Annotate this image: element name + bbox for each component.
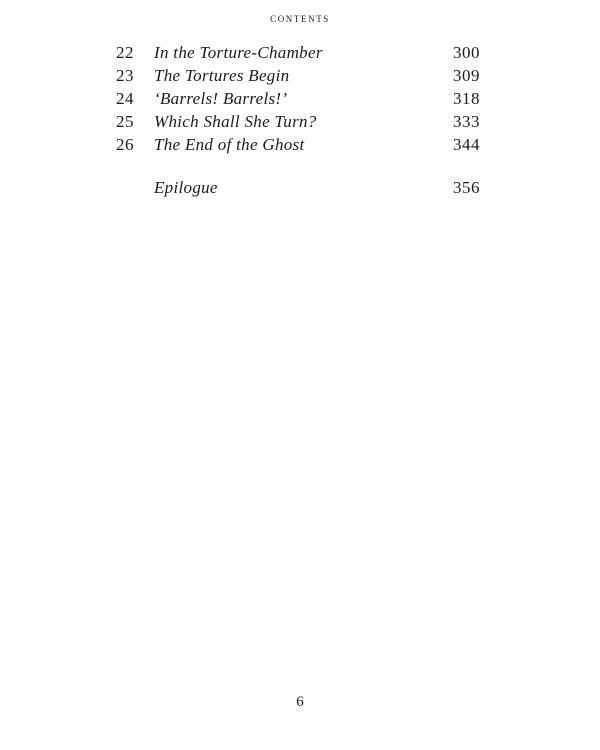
chapter-number: 25 bbox=[116, 112, 134, 131]
page-number: 6 bbox=[296, 694, 304, 710]
chapter-page: 344 bbox=[453, 135, 480, 154]
toc-entry bbox=[110, 41, 480, 64]
chapter-page: 300 bbox=[453, 43, 480, 62]
epilogue-page: 356 bbox=[453, 178, 480, 197]
chapter-title: Which Shall She Turn? bbox=[154, 112, 317, 131]
chapter-title: ‘Barrels! Barrels!’ bbox=[154, 89, 288, 108]
page-title: contents bbox=[270, 11, 330, 25]
chapter-page: 309 bbox=[453, 66, 480, 85]
chapter-page: 333 bbox=[453, 112, 480, 131]
chapter-number: 22 bbox=[116, 43, 134, 62]
chapter-number: 26 bbox=[116, 135, 134, 154]
toc-entry bbox=[110, 133, 480, 156]
chapter-title: The End of the Ghost bbox=[154, 135, 305, 154]
chapter-title: In the Torture-Chamber bbox=[154, 43, 323, 62]
toc-spacer bbox=[110, 156, 480, 176]
toc-entry-epilogue bbox=[110, 176, 480, 199]
toc-entry bbox=[110, 110, 480, 133]
chapter-number: 23 bbox=[116, 66, 134, 85]
chapter-number: 24 bbox=[116, 89, 134, 108]
chapter-page: 318 bbox=[453, 89, 480, 108]
chapter-title: The Tortures Begin bbox=[154, 66, 290, 85]
toc-entry bbox=[110, 87, 480, 110]
toc-entry bbox=[110, 64, 480, 87]
epilogue-title: Epilogue bbox=[154, 178, 218, 197]
table-of-contents bbox=[110, 41, 480, 199]
